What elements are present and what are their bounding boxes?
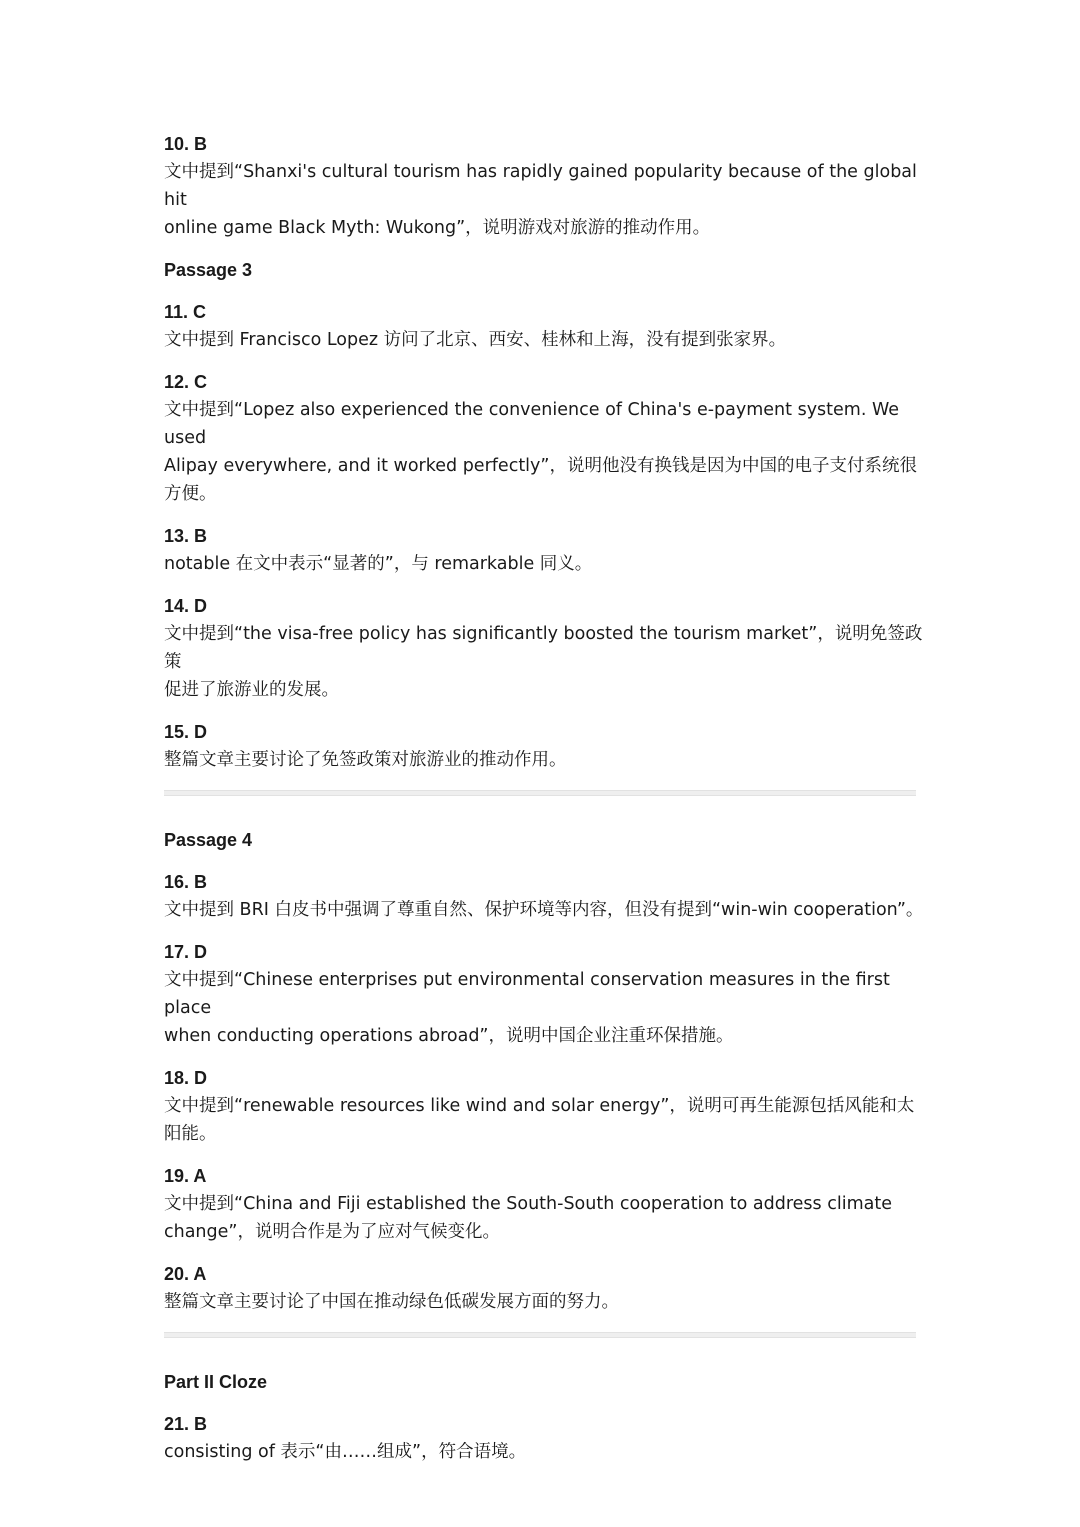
section-passage-3 — [164, 256, 924, 284]
answer-heading: 10. B — [164, 134, 208, 154]
answer-heading: 17. D — [164, 942, 208, 962]
answer-heading: 11. C — [164, 302, 207, 322]
answer-heading: 19. A — [164, 1166, 207, 1186]
answer-heading: 18. D — [164, 1068, 208, 1088]
answer-heading: 15. D — [164, 722, 208, 742]
section-passage-4 — [164, 826, 924, 854]
answer-heading: 21. B — [164, 1414, 208, 1434]
answer-heading: 12. C — [164, 372, 208, 392]
section-divider — [164, 790, 916, 796]
answer-explanation: consisting of 表示“由……组成”，符合语境。 — [164, 1442, 527, 1462]
document-body — [164, 130, 924, 1480]
answer-explanation: notable 在文中表示“显著的”，与 remarkable 同义。 — [164, 554, 593, 574]
answer-item-21 — [164, 1410, 924, 1466]
answer-item-15 — [164, 718, 924, 774]
answer-explanation: 文中提到“China and Fiji established the South-South cooperation to address climate change”，说明合作是为了应对气候变化。 — [164, 1194, 892, 1242]
section-heading: Passage 3 — [164, 260, 253, 280]
answer-item-16 — [164, 868, 924, 924]
answer-item-14 — [164, 592, 924, 704]
answer-item-11 — [164, 298, 924, 354]
answer-heading: 13. B — [164, 526, 208, 546]
answer-item-20 — [164, 1260, 924, 1316]
answer-explanation: 文中提到“the visa-free policy has significantly boosted the tourism market”，说明免签政策 促进了旅游业的发展。 — [164, 624, 923, 700]
answer-explanation: 文中提到 Francisco Lopez 访问了北京、西安、桂林和上海，没有提到张家界。 — [164, 330, 787, 350]
answer-heading: 14. D — [164, 596, 208, 616]
answer-explanation: 文中提到 BRI 白皮书中强调了尊重自然、保护环境等内容，但没有提到“win-win cooperation”。 — [164, 900, 924, 920]
answer-explanation: 文中提到“Chinese enterprises put environmental conservation measures in the first place when conducting operations abroad”，说明中国企业注重环保措施。 — [164, 970, 890, 1046]
answer-item-10 — [164, 130, 924, 242]
answer-item-13 — [164, 522, 924, 578]
answer-item-19 — [164, 1162, 924, 1246]
answer-explanation: 文中提到“Lopez also experienced the convenience of China's e-payment system. We used Alipay everywhere, and it worked perfectly”，说明他没有换钱是因为中国的电子支付系统很 方便。 — [164, 400, 917, 504]
answer-item-17 — [164, 938, 924, 1050]
answer-item-12 — [164, 368, 924, 508]
answer-explanation: 整篇文章主要讨论了免签政策对旅游业的推动作用。 — [164, 750, 567, 770]
section-heading: Passage 4 — [164, 830, 253, 850]
section-part-ii-cloze — [164, 1368, 924, 1396]
answer-explanation: 文中提到“Shanxi's cultural tourism has rapidly gained popularity because of the global hit online game Black Myth: Wukong”，说明游戏对旅游的推动作用。 — [164, 162, 917, 238]
answer-item-18 — [164, 1064, 924, 1148]
answer-explanation: 文中提到“renewable resources like wind and solar energy”，说明可再生能源包括风能和太 阳能。 — [164, 1096, 915, 1144]
section-heading: Part II Cloze — [164, 1372, 268, 1392]
answer-heading: 20. A — [164, 1264, 207, 1284]
answer-heading: 16. B — [164, 872, 208, 892]
answer-explanation: 整篇文章主要讨论了中国在推动绿色低碳发展方面的努力。 — [164, 1292, 619, 1312]
section-divider — [164, 1332, 916, 1338]
